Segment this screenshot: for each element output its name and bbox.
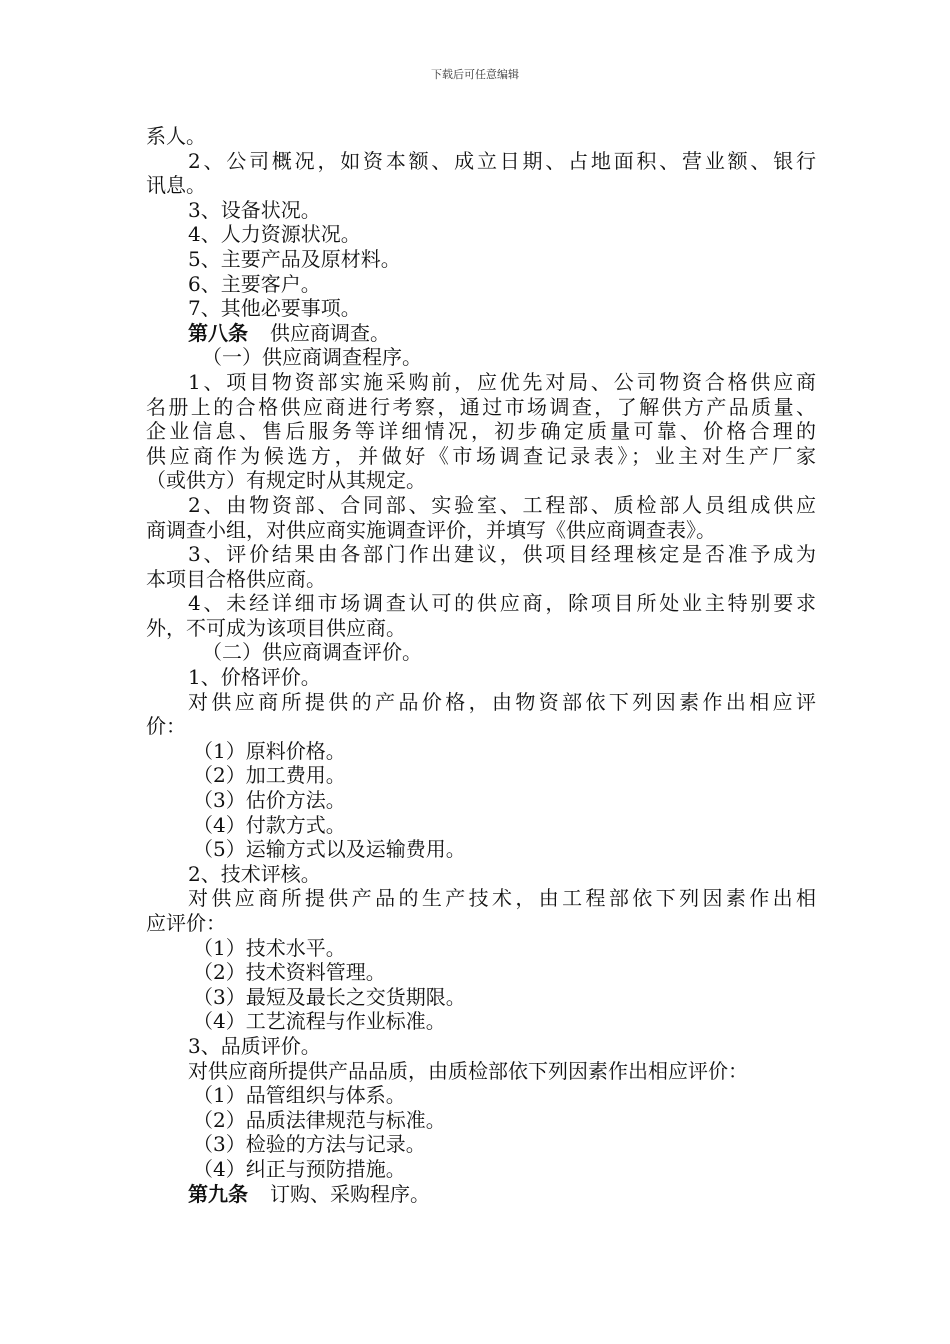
paragraph-line: 3、评价结果由各部门作出建议，供项目经理核定是否准予成为 <box>188 542 816 567</box>
article-label: 第九条 <box>188 1181 248 1206</box>
list-item: 5、主要产品及原材料。 <box>188 246 401 271</box>
list-item: （4）纠正与预防措施。 <box>193 1156 406 1181</box>
section-heading: （二）供应商调查评价。 <box>202 640 422 665</box>
list-item: （2）技术资料管理。 <box>193 960 386 985</box>
list-item: 6、主要客户。 <box>188 271 321 296</box>
paragraph-line: 名册上的合格供应商进行考察，通过市场调查，了解供方产品质量、 <box>146 394 816 419</box>
paragraph-line: 价： <box>146 714 186 739</box>
list-item: （1）原料价格。 <box>193 738 346 763</box>
paragraph-line: 对供应商所提供产品品质，由质检部依下列因素作出相应评价： <box>188 1058 748 1083</box>
list-item: （4）付款方式。 <box>193 812 346 837</box>
document-body <box>146 124 816 1206</box>
paragraph-line: 应评价： <box>146 911 226 935</box>
subsection-heading: 1、价格评价。 <box>188 665 321 690</box>
list-item: （3）估价方法。 <box>193 788 346 813</box>
paragraph-line: 2、公司概况，如资本额、成立日期、占地面积、营业额、银行 <box>188 148 816 173</box>
paragraph-line: （或供方）有规定时从其规定。 <box>146 468 426 493</box>
article-heading <box>146 1182 816 1207</box>
list-item: （3）最短及最长之交货期限。 <box>193 984 466 1009</box>
paragraph-line: 本项目合格供应商。 <box>146 566 326 591</box>
paragraph-line: 1、项目物资部实施采购前，应优先对局、公司物资合格供应商 <box>188 369 816 394</box>
list-item: （1）品管组织与体系。 <box>193 1083 406 1108</box>
list-item: 4、人力资源状况。 <box>188 222 361 247</box>
list-item: 3、设备状况。 <box>188 197 321 222</box>
paragraph-line: 讯息。 <box>146 173 206 198</box>
paragraph-line: 2、由物资部、合同部、实验室、工程部、质检部人员组成供应 <box>188 492 816 517</box>
subsection-heading: 3、品质评价。 <box>188 1033 321 1058</box>
paragraph-line: 4、未经详细市场调查认可的供应商，除项目所处业主特别要求 <box>188 591 816 616</box>
article-title: 供应商调查。 <box>270 320 390 345</box>
paragraph-line: 企业信息、售后服务等详细情况，初步确定质量可靠、价格合理的 <box>146 419 816 444</box>
paragraph-line: 系人。 <box>146 124 206 148</box>
section-heading: （一）供应商调查程序。 <box>202 345 422 370</box>
page-header-note: 下载后可任意编辑 <box>431 68 519 81</box>
article-heading <box>146 321 816 346</box>
subsection-heading: 2、技术评核。 <box>188 861 321 886</box>
paragraph-line: 外，不可成为该项目供应商。 <box>146 615 406 640</box>
list-item: （1）技术水平。 <box>193 935 346 960</box>
list-item: 7、其他必要事项。 <box>188 296 361 321</box>
paragraph-line: 商调查小组，对供应商实施调查评价，并填写《供应商调查表》。 <box>146 517 716 542</box>
article-label: 第八条 <box>188 320 248 345</box>
list-item: （5）运输方式以及运输费用。 <box>193 837 466 862</box>
article-title: 订购、采购程序。 <box>270 1181 430 1206</box>
paragraph-line: 对供应商所提供的产品价格，由物资部依下列因素作出相应评 <box>188 689 816 714</box>
paragraph-line: 对供应商所提供产品的生产技术，由工程部依下列因素作出相 <box>188 886 816 911</box>
list-item: （2）品质法律规范与标准。 <box>193 1107 446 1132</box>
paragraph-line: 供应商作为候选方，并做好《市场调查记录表》；业主对生产厂家 <box>146 443 816 468</box>
list-item: （2）加工费用。 <box>193 763 346 788</box>
list-item: （4）工艺流程与作业标准。 <box>193 1009 446 1034</box>
list-item: （3）检验的方法与记录。 <box>193 1132 426 1157</box>
